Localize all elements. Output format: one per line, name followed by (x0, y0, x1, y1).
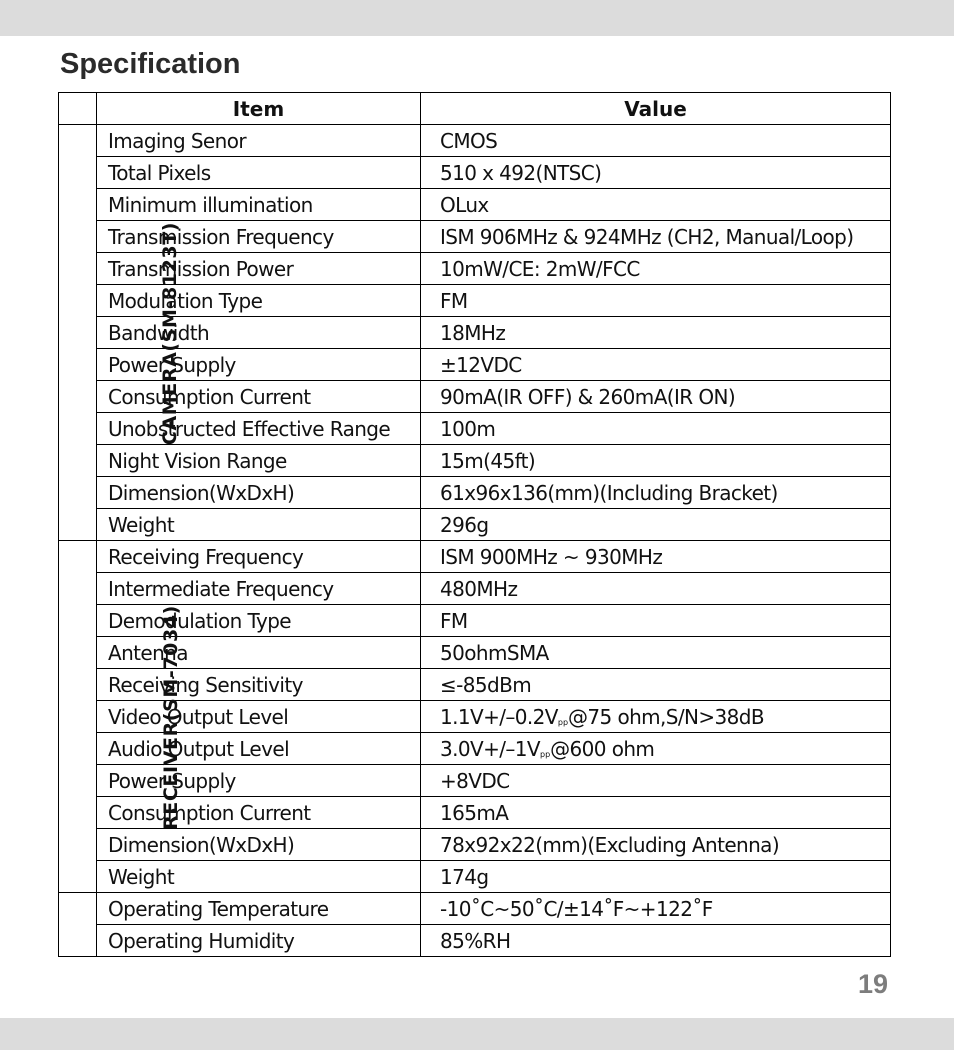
value-cell (421, 509, 891, 541)
item-cell: Bandwidth (97, 317, 421, 349)
table-row (59, 349, 891, 381)
item-cell: Power Supply (97, 765, 421, 797)
item-cell: Imaging Senor (97, 125, 421, 157)
table-row (59, 253, 891, 285)
value-text: ISM 900MHz ~ 930MHz (440, 544, 663, 569)
value-cell (421, 189, 891, 221)
value-cell (421, 445, 891, 477)
table-row (59, 509, 891, 541)
table-body (59, 125, 891, 957)
value-cell (421, 477, 891, 509)
value-text: 85%RH (440, 928, 511, 953)
group-label: RECEIVER(SM-7034) (159, 605, 182, 830)
table-row (59, 285, 891, 317)
table-row (59, 381, 891, 413)
value-text: 90mA(IR OFF) & 260mA(IR ON) (440, 384, 736, 409)
value-text: 510 x 492(NTSC) (440, 160, 602, 185)
value-cell (421, 861, 891, 893)
top-gray-band (0, 0, 954, 36)
value-cell (421, 125, 891, 157)
value-cell (421, 893, 891, 925)
table-row (59, 413, 891, 445)
table-row (59, 445, 891, 477)
table-row (59, 221, 891, 253)
value-cell (421, 829, 891, 861)
value-subscript: pp (557, 717, 569, 727)
table-header-row (59, 93, 891, 125)
table-row (59, 765, 891, 797)
item-cell: Dimension(WxDxH) (97, 477, 421, 509)
value-cell (421, 701, 891, 733)
item-cell: Receiving Sensitivity (97, 669, 421, 701)
value-cell (421, 637, 891, 669)
value-text: 18MHz (440, 320, 506, 345)
value-text: 78x92x22(mm)(Excluding Antenna) (440, 832, 780, 857)
value-text-suffix: @600 ohm (550, 736, 655, 761)
page-number: 19 (857, 969, 888, 999)
item-cell: Weight (97, 861, 421, 893)
item-cell: Power Supply (97, 349, 421, 381)
value-cell (421, 605, 891, 637)
table-row (59, 925, 891, 957)
group-label-cell (59, 893, 97, 957)
value-cell (421, 285, 891, 317)
item-cell: Audio Output Level (97, 733, 421, 765)
item-cell: Night Vision Range (97, 445, 421, 477)
value-text: 480MHz (440, 576, 518, 601)
specification-table (58, 92, 891, 957)
value-text: CMOS (440, 128, 498, 153)
value-text: 165mA (440, 800, 509, 825)
table-row (59, 477, 891, 509)
value-text: 10mW/CE: 2mW/FCC (440, 256, 640, 281)
item-cell: Total Pixels (97, 157, 421, 189)
value-text: ±12VDC (440, 352, 522, 377)
value-cell (421, 381, 891, 413)
group-label: CAMERA(SM-8123T) (159, 221, 182, 446)
item-cell: Receiving Frequency (97, 541, 421, 573)
table-row (59, 861, 891, 893)
item-cell: Transmission Frequency (97, 221, 421, 253)
value-text: ≤-85dBm (440, 672, 532, 697)
value-cell (421, 925, 891, 957)
value-text: OLux (440, 192, 489, 217)
table-row (59, 669, 891, 701)
item-cell: Antenna (97, 637, 421, 669)
value-cell (421, 765, 891, 797)
item-cell: Intermediate Frequency (97, 573, 421, 605)
value-text: 174g (440, 864, 489, 889)
value-cell (421, 573, 891, 605)
table-row (59, 573, 891, 605)
value-text: ISM 906MHz & 924MHz (CH2, Manual/Loop) (440, 224, 854, 249)
header-item: Item (97, 93, 421, 125)
bottom-gray-band (0, 1018, 954, 1050)
value-text: 1.1V+/–0.2V (440, 704, 558, 729)
page-title: Specification (60, 48, 241, 80)
value-cell (421, 157, 891, 189)
table-row (59, 541, 891, 573)
value-cell (421, 797, 891, 829)
value-cell (421, 669, 891, 701)
item-cell: Consumption Current (97, 381, 421, 413)
header-value: Value (421, 93, 891, 125)
item-cell: Operating Temperature (97, 893, 421, 925)
value-text-suffix: @75 ohm,S/N>38dB (568, 704, 765, 729)
header-group-cell (59, 93, 97, 125)
table-row (59, 637, 891, 669)
value-cell (421, 413, 891, 445)
item-cell: Minimum illumination (97, 189, 421, 221)
item-cell: Unobstructed Effective Range (97, 413, 421, 445)
table-row (59, 125, 891, 157)
item-cell: Demodulation Type (97, 605, 421, 637)
value-text: +8VDC (440, 768, 510, 793)
item-cell: Video Output Level (97, 701, 421, 733)
table-row (59, 829, 891, 861)
item-cell: Transmission Power (97, 253, 421, 285)
value-text: 100m (440, 416, 496, 441)
item-cell: Consumption Current (97, 797, 421, 829)
value-text: 61x96x136(mm)(Including Bracket) (440, 480, 778, 505)
table-row (59, 797, 891, 829)
item-cell: Weight (97, 509, 421, 541)
value-text: 296g (440, 512, 489, 537)
table-row (59, 157, 891, 189)
item-cell: Modulation Type (97, 285, 421, 317)
value-text: FM (440, 608, 468, 633)
value-subscript: pp (540, 749, 551, 759)
item-cell: Operating Humidity (97, 925, 421, 957)
table-row (59, 893, 891, 925)
table-row (59, 189, 891, 221)
value-cell (421, 253, 891, 285)
value-cell (421, 541, 891, 573)
value-text: 15m(45ft) (440, 448, 536, 473)
value-text: 3.0V+/–1V (440, 736, 540, 761)
value-text: 50ohmSMA (440, 640, 549, 665)
value-cell (421, 733, 891, 765)
value-cell (421, 349, 891, 381)
table-row (59, 605, 891, 637)
value-text: -10˚C~50˚C/±14˚F~+122˚F (440, 896, 713, 921)
table-row (59, 733, 891, 765)
table-row (59, 317, 891, 349)
value-text: FM (440, 288, 468, 313)
item-cell: Dimension(WxDxH) (97, 829, 421, 861)
value-cell (421, 221, 891, 253)
table-row (59, 701, 891, 733)
value-cell (421, 317, 891, 349)
